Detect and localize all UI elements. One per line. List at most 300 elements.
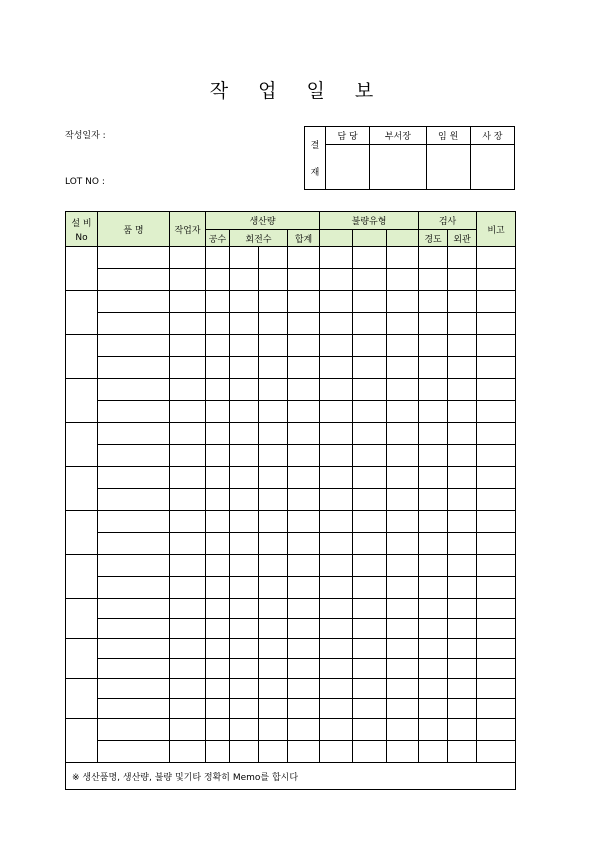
table-cell[interactable] [448, 511, 477, 533]
table-cell[interactable] [387, 467, 419, 489]
table-cell[interactable] [230, 599, 259, 619]
table-cell[interactable] [477, 401, 516, 423]
table-cell[interactable] [170, 741, 206, 763]
table-cell[interactable] [230, 679, 259, 699]
table-cell[interactable] [230, 719, 259, 741]
equipment-no-cell[interactable] [66, 511, 98, 555]
table-cell[interactable] [353, 699, 387, 719]
table-cell[interactable] [353, 269, 387, 291]
table-cell[interactable] [448, 401, 477, 423]
table-cell[interactable] [206, 639, 230, 659]
table-cell[interactable] [259, 335, 288, 357]
table-cell[interactable] [170, 247, 206, 269]
table-cell[interactable] [387, 269, 419, 291]
table-cell[interactable] [320, 639, 353, 659]
table-cell[interactable] [98, 291, 170, 313]
table-cell[interactable] [353, 577, 387, 599]
table-cell[interactable] [98, 533, 170, 555]
table-cell[interactable] [387, 599, 419, 619]
table-cell[interactable] [387, 335, 419, 357]
table-cell[interactable] [320, 467, 353, 489]
table-cell[interactable] [288, 639, 320, 659]
table-cell[interactable] [419, 291, 448, 313]
table-cell[interactable] [98, 247, 170, 269]
table-cell[interactable] [259, 599, 288, 619]
table-cell[interactable] [230, 659, 259, 679]
table-cell[interactable] [320, 555, 353, 577]
table-cell[interactable] [288, 679, 320, 699]
table-cell[interactable] [230, 313, 259, 335]
table-cell[interactable] [230, 247, 259, 269]
table-cell[interactable] [206, 741, 230, 763]
table-cell[interactable] [230, 511, 259, 533]
table-cell[interactable] [448, 269, 477, 291]
table-cell[interactable] [98, 577, 170, 599]
table-cell[interactable] [448, 335, 477, 357]
table-cell[interactable] [477, 679, 516, 699]
table-cell[interactable] [288, 401, 320, 423]
table-cell[interactable] [98, 699, 170, 719]
table-cell[interactable] [206, 719, 230, 741]
table-cell[interactable] [98, 467, 170, 489]
table-cell[interactable] [230, 741, 259, 763]
table-cell[interactable] [477, 247, 516, 269]
table-cell[interactable] [206, 313, 230, 335]
table-cell[interactable] [206, 423, 230, 445]
table-cell[interactable] [387, 533, 419, 555]
table-cell[interactable] [448, 313, 477, 335]
table-cell[interactable] [477, 577, 516, 599]
table-cell[interactable] [419, 555, 448, 577]
table-cell[interactable] [387, 639, 419, 659]
table-cell[interactable] [448, 741, 477, 763]
table-cell[interactable] [419, 659, 448, 679]
table-cell[interactable] [477, 489, 516, 511]
table-cell[interactable] [170, 379, 206, 401]
table-cell[interactable] [170, 423, 206, 445]
table-cell[interactable] [170, 313, 206, 335]
table-cell[interactable] [419, 335, 448, 357]
table-cell[interactable] [259, 489, 288, 511]
table-cell[interactable] [170, 489, 206, 511]
table-cell[interactable] [353, 741, 387, 763]
table-cell[interactable] [387, 291, 419, 313]
table-cell[interactable] [206, 699, 230, 719]
table-cell[interactable] [206, 533, 230, 555]
table-cell[interactable] [98, 269, 170, 291]
table-cell[interactable] [477, 357, 516, 379]
table-cell[interactable] [98, 719, 170, 741]
table-cell[interactable] [387, 379, 419, 401]
table-cell[interactable] [259, 699, 288, 719]
table-cell[interactable] [230, 423, 259, 445]
table-cell[interactable] [448, 679, 477, 699]
table-cell[interactable] [288, 291, 320, 313]
table-cell[interactable] [288, 659, 320, 679]
table-cell[interactable] [419, 313, 448, 335]
table-cell[interactable] [477, 533, 516, 555]
table-cell[interactable] [320, 247, 353, 269]
table-cell[interactable] [206, 291, 230, 313]
table-cell[interactable] [98, 599, 170, 619]
table-cell[interactable] [477, 467, 516, 489]
table-cell[interactable] [387, 619, 419, 639]
table-cell[interactable] [448, 599, 477, 619]
table-cell[interactable] [288, 423, 320, 445]
table-cell[interactable] [320, 511, 353, 533]
table-cell[interactable] [448, 489, 477, 511]
table-cell[interactable] [419, 577, 448, 599]
table-cell[interactable] [206, 511, 230, 533]
table-cell[interactable] [387, 555, 419, 577]
table-cell[interactable] [206, 489, 230, 511]
signature-cell[interactable] [326, 145, 370, 190]
table-cell[interactable] [230, 577, 259, 599]
table-cell[interactable] [387, 577, 419, 599]
table-cell[interactable] [320, 577, 353, 599]
table-cell[interactable] [288, 489, 320, 511]
table-cell[interactable] [477, 619, 516, 639]
table-cell[interactable] [353, 555, 387, 577]
table-cell[interactable] [320, 599, 353, 619]
table-cell[interactable] [259, 467, 288, 489]
table-cell[interactable] [259, 533, 288, 555]
table-cell[interactable] [98, 489, 170, 511]
table-cell[interactable] [98, 659, 170, 679]
table-cell[interactable] [448, 357, 477, 379]
table-cell[interactable] [353, 679, 387, 699]
table-cell[interactable] [353, 467, 387, 489]
table-cell[interactable] [353, 719, 387, 741]
table-cell[interactable] [419, 533, 448, 555]
table-cell[interactable] [320, 423, 353, 445]
table-cell[interactable] [353, 511, 387, 533]
table-cell[interactable] [170, 699, 206, 719]
equipment-no-cell[interactable] [66, 379, 98, 423]
table-cell[interactable] [353, 489, 387, 511]
table-cell[interactable] [206, 555, 230, 577]
table-cell[interactable] [206, 401, 230, 423]
equipment-no-cell[interactable] [66, 599, 98, 639]
equipment-no-cell[interactable] [66, 335, 98, 379]
table-cell[interactable] [353, 247, 387, 269]
table-cell[interactable] [206, 619, 230, 639]
table-cell[interactable] [448, 247, 477, 269]
table-cell[interactable] [98, 445, 170, 467]
table-cell[interactable] [477, 335, 516, 357]
table-cell[interactable] [477, 445, 516, 467]
table-cell[interactable] [477, 599, 516, 619]
table-cell[interactable] [353, 357, 387, 379]
table-cell[interactable] [353, 659, 387, 679]
equipment-no-cell[interactable] [66, 291, 98, 335]
table-cell[interactable] [259, 445, 288, 467]
table-cell[interactable] [320, 699, 353, 719]
table-cell[interactable] [230, 699, 259, 719]
table-cell[interactable] [259, 269, 288, 291]
table-cell[interactable] [288, 335, 320, 357]
table-cell[interactable] [448, 533, 477, 555]
table-cell[interactable] [288, 357, 320, 379]
table-cell[interactable] [448, 639, 477, 659]
table-cell[interactable] [170, 659, 206, 679]
table-cell[interactable] [259, 357, 288, 379]
table-cell[interactable] [320, 269, 353, 291]
table-cell[interactable] [477, 379, 516, 401]
signature-cell[interactable] [470, 145, 514, 190]
table-cell[interactable] [320, 357, 353, 379]
table-cell[interactable] [170, 269, 206, 291]
table-cell[interactable] [387, 679, 419, 699]
equipment-no-cell[interactable] [66, 467, 98, 511]
table-cell[interactable] [448, 699, 477, 719]
table-cell[interactable] [259, 423, 288, 445]
table-cell[interactable] [206, 357, 230, 379]
equipment-no-cell[interactable] [66, 247, 98, 291]
table-cell[interactable] [477, 511, 516, 533]
signature-cell[interactable] [426, 145, 470, 190]
table-cell[interactable] [288, 467, 320, 489]
table-cell[interactable] [170, 511, 206, 533]
table-cell[interactable] [230, 335, 259, 357]
table-cell[interactable] [230, 445, 259, 467]
table-cell[interactable] [419, 511, 448, 533]
table-cell[interactable] [98, 313, 170, 335]
table-cell[interactable] [320, 741, 353, 763]
table-cell[interactable] [288, 699, 320, 719]
table-cell[interactable] [288, 719, 320, 741]
table-cell[interactable] [387, 699, 419, 719]
table-cell[interactable] [477, 313, 516, 335]
table-cell[interactable] [353, 445, 387, 467]
table-cell[interactable] [259, 577, 288, 599]
table-cell[interactable] [259, 401, 288, 423]
table-cell[interactable] [448, 467, 477, 489]
table-cell[interactable] [288, 599, 320, 619]
table-cell[interactable] [259, 379, 288, 401]
table-cell[interactable] [320, 401, 353, 423]
table-cell[interactable] [170, 445, 206, 467]
table-cell[interactable] [170, 357, 206, 379]
table-cell[interactable] [288, 619, 320, 639]
table-cell[interactable] [419, 639, 448, 659]
table-cell[interactable] [477, 639, 516, 659]
table-cell[interactable] [387, 401, 419, 423]
table-cell[interactable] [98, 741, 170, 763]
table-cell[interactable] [419, 489, 448, 511]
table-cell[interactable] [477, 719, 516, 741]
table-cell[interactable] [353, 533, 387, 555]
table-cell[interactable] [320, 445, 353, 467]
table-cell[interactable] [259, 679, 288, 699]
table-cell[interactable] [387, 313, 419, 335]
table-cell[interactable] [170, 599, 206, 619]
table-cell[interactable] [98, 401, 170, 423]
table-cell[interactable] [98, 379, 170, 401]
table-cell[interactable] [419, 247, 448, 269]
table-cell[interactable] [353, 619, 387, 639]
table-cell[interactable] [419, 699, 448, 719]
table-cell[interactable] [448, 577, 477, 599]
table-cell[interactable] [170, 401, 206, 423]
table-cell[interactable] [170, 291, 206, 313]
table-cell[interactable] [206, 599, 230, 619]
table-cell[interactable] [387, 247, 419, 269]
table-cell[interactable] [288, 511, 320, 533]
equipment-no-cell[interactable] [66, 679, 98, 719]
table-cell[interactable] [288, 577, 320, 599]
table-cell[interactable] [288, 247, 320, 269]
table-cell[interactable] [288, 445, 320, 467]
table-cell[interactable] [477, 659, 516, 679]
table-cell[interactable] [419, 379, 448, 401]
table-cell[interactable] [320, 313, 353, 335]
table-cell[interactable] [477, 423, 516, 445]
table-cell[interactable] [448, 445, 477, 467]
table-cell[interactable] [98, 511, 170, 533]
table-cell[interactable] [448, 719, 477, 741]
table-cell[interactable] [353, 401, 387, 423]
table-cell[interactable] [98, 555, 170, 577]
table-cell[interactable] [353, 335, 387, 357]
equipment-no-cell[interactable] [66, 639, 98, 679]
table-cell[interactable] [170, 639, 206, 659]
table-cell[interactable] [353, 379, 387, 401]
table-cell[interactable] [387, 719, 419, 741]
table-cell[interactable] [419, 423, 448, 445]
table-cell[interactable] [448, 619, 477, 639]
table-cell[interactable] [259, 639, 288, 659]
table-cell[interactable] [353, 599, 387, 619]
table-cell[interactable] [206, 679, 230, 699]
table-cell[interactable] [206, 269, 230, 291]
table-cell[interactable] [320, 489, 353, 511]
table-cell[interactable] [353, 313, 387, 335]
table-cell[interactable] [98, 639, 170, 659]
table-cell[interactable] [387, 741, 419, 763]
table-cell[interactable] [259, 719, 288, 741]
table-cell[interactable] [288, 555, 320, 577]
table-cell[interactable] [353, 639, 387, 659]
table-cell[interactable] [206, 379, 230, 401]
table-cell[interactable] [448, 659, 477, 679]
table-cell[interactable] [387, 445, 419, 467]
table-cell[interactable] [477, 555, 516, 577]
table-cell[interactable] [448, 291, 477, 313]
table-cell[interactable] [170, 467, 206, 489]
table-cell[interactable] [98, 335, 170, 357]
table-cell[interactable] [206, 445, 230, 467]
table-cell[interactable] [206, 467, 230, 489]
table-cell[interactable] [259, 741, 288, 763]
table-cell[interactable] [170, 619, 206, 639]
table-cell[interactable] [230, 291, 259, 313]
table-cell[interactable] [448, 555, 477, 577]
table-cell[interactable] [448, 379, 477, 401]
table-cell[interactable] [206, 577, 230, 599]
table-cell[interactable] [288, 533, 320, 555]
table-cell[interactable] [98, 357, 170, 379]
table-cell[interactable] [320, 291, 353, 313]
table-cell[interactable] [387, 489, 419, 511]
table-cell[interactable] [230, 379, 259, 401]
table-cell[interactable] [419, 357, 448, 379]
table-cell[interactable] [98, 423, 170, 445]
table-cell[interactable] [353, 291, 387, 313]
table-cell[interactable] [288, 269, 320, 291]
table-cell[interactable] [419, 401, 448, 423]
table-cell[interactable] [288, 379, 320, 401]
table-cell[interactable] [98, 679, 170, 699]
table-cell[interactable] [320, 619, 353, 639]
equipment-no-cell[interactable] [66, 555, 98, 599]
table-cell[interactable] [320, 659, 353, 679]
table-cell[interactable] [230, 555, 259, 577]
table-cell[interactable] [477, 699, 516, 719]
table-cell[interactable] [206, 335, 230, 357]
table-cell[interactable] [477, 269, 516, 291]
table-cell[interactable] [230, 269, 259, 291]
table-cell[interactable] [353, 423, 387, 445]
table-cell[interactable] [259, 313, 288, 335]
table-cell[interactable] [320, 379, 353, 401]
table-cell[interactable] [259, 659, 288, 679]
table-cell[interactable] [387, 511, 419, 533]
table-cell[interactable] [230, 619, 259, 639]
signature-cell[interactable] [370, 145, 426, 190]
table-cell[interactable] [288, 313, 320, 335]
table-cell[interactable] [259, 511, 288, 533]
table-cell[interactable] [259, 247, 288, 269]
table-cell[interactable] [206, 659, 230, 679]
equipment-no-cell[interactable] [66, 719, 98, 763]
table-cell[interactable] [230, 533, 259, 555]
table-cell[interactable] [387, 423, 419, 445]
table-cell[interactable] [170, 679, 206, 699]
table-cell[interactable] [477, 741, 516, 763]
table-cell[interactable] [419, 719, 448, 741]
table-cell[interactable] [419, 619, 448, 639]
table-cell[interactable] [387, 659, 419, 679]
equipment-no-cell[interactable] [66, 423, 98, 467]
table-cell[interactable] [98, 619, 170, 639]
table-cell[interactable] [477, 291, 516, 313]
table-cell[interactable] [288, 741, 320, 763]
table-cell[interactable] [387, 357, 419, 379]
table-cell[interactable] [170, 577, 206, 599]
table-cell[interactable] [170, 335, 206, 357]
table-cell[interactable] [320, 533, 353, 555]
table-cell[interactable] [419, 467, 448, 489]
table-cell[interactable] [230, 467, 259, 489]
table-cell[interactable] [419, 679, 448, 699]
table-cell[interactable] [419, 599, 448, 619]
table-cell[interactable] [259, 555, 288, 577]
table-cell[interactable] [320, 719, 353, 741]
table-cell[interactable] [419, 269, 448, 291]
table-cell[interactable] [320, 335, 353, 357]
table-cell[interactable] [230, 401, 259, 423]
table-cell[interactable] [230, 639, 259, 659]
table-cell[interactable] [230, 357, 259, 379]
table-cell[interactable] [320, 679, 353, 699]
table-cell[interactable] [259, 619, 288, 639]
table-cell[interactable] [259, 291, 288, 313]
table-cell[interactable] [230, 489, 259, 511]
table-cell[interactable] [448, 423, 477, 445]
table-cell[interactable] [170, 719, 206, 741]
table-cell[interactable] [419, 741, 448, 763]
